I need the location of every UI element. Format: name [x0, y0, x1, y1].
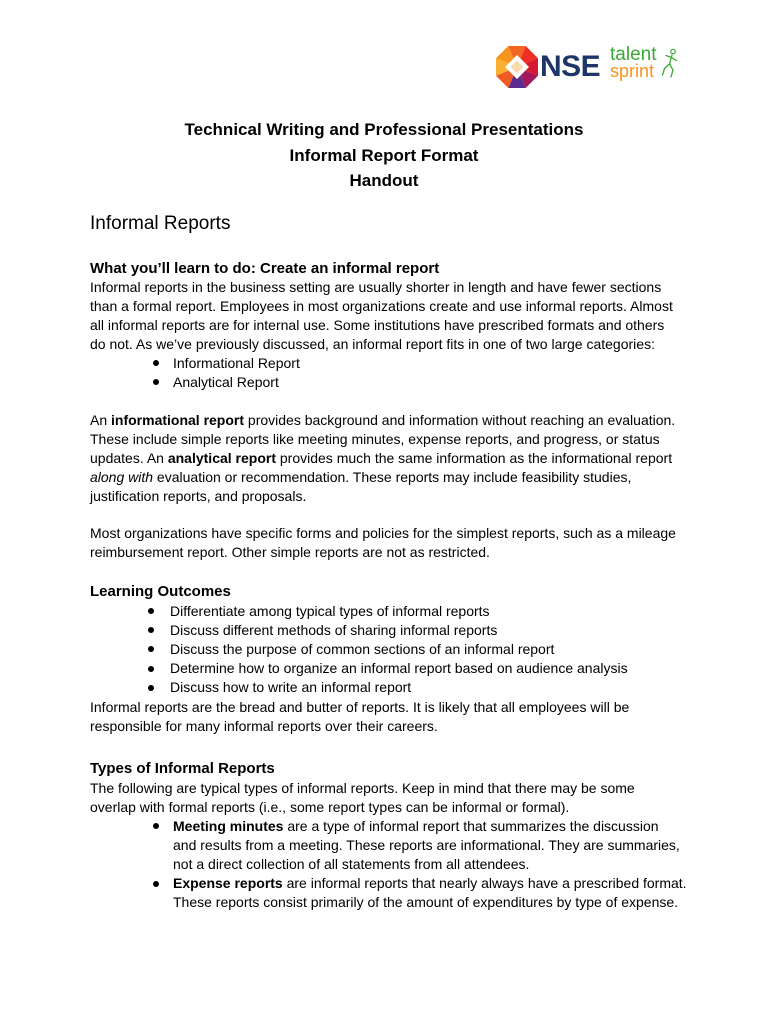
paragraph-line — [90, 449, 730, 468]
paragraph-line — [90, 411, 730, 430]
section-heading: Types of Informal Reports — [90, 760, 275, 778]
italic-phrase: along with — [90, 468, 154, 485]
bold-term: analytical report — [167, 449, 276, 466]
bullet — [148, 608, 154, 614]
bullet — [153, 881, 159, 887]
section-heading: Learning Outcomes — [90, 583, 231, 601]
bullet — [148, 646, 154, 652]
list-item-category — [90, 354, 730, 373]
text-run: provides background and information without reaching an evaluation. — [244, 411, 676, 428]
bold-term: informational report — [111, 411, 245, 428]
list-item-text: Discuss the purpose of common sections of an informal report — [170, 640, 555, 657]
list-item-outcome — [90, 640, 730, 659]
title-line-course: Technical Writing and Professional Presentations — [184, 120, 584, 139]
bullet — [153, 360, 159, 366]
bullet — [153, 379, 159, 385]
nse-talentsprint-logo — [0, 0, 768, 100]
types-section — [90, 759, 730, 912]
learning-outcomes-section — [90, 582, 730, 736]
logo-sprint-wordmark: sprint — [610, 61, 655, 81]
text-run: are informal reports that nearly always have a prescribed format. — [282, 875, 687, 892]
page-heading: Informal Reports — [90, 213, 231, 234]
text-run: are a type of informal report that summarizes the discussion — [283, 817, 659, 834]
text-run: provides much the same information as the informational report — [276, 449, 673, 466]
paragraph-line: than a formal report. Employees in most organizations create and use informal reports. Almost — [90, 297, 673, 314]
runner-icon — [661, 48, 679, 78]
nse-octagon-logo-icon — [496, 46, 538, 88]
bullet — [153, 823, 159, 829]
paragraph-line: Most organizations have specific forms and policies for the simplest reports, such as a mileage — [90, 524, 676, 541]
text-run: justification reports, and proposals. — [90, 487, 307, 504]
paragraph-line — [90, 487, 730, 506]
list-item-continuation: These reports consist primarily of the amount of expenditures by type of expense. — [173, 894, 679, 911]
definitions-paragraph — [90, 411, 730, 506]
bold-term: Expense reports — [173, 875, 283, 892]
list-item-continuation: not a direct collection of all statements from all attendees. — [173, 856, 530, 873]
list-item-text: Differentiate among typical types of informal reports — [170, 602, 490, 619]
list-item-text: Analytical Report — [173, 373, 279, 390]
text-run: An — [90, 411, 112, 428]
list-item-report-type — [90, 874, 730, 893]
forms-paragraph — [90, 524, 730, 562]
bullet — [148, 627, 154, 633]
learn-section — [90, 259, 730, 392]
paragraph-line: all informal reports are for internal use. Some institutions have prescribed formats and others — [90, 316, 665, 333]
list-item-text: Informational Report — [173, 354, 300, 371]
list-item-outcome — [90, 621, 730, 640]
paragraph-line: The following are typical types of informal reports. Keep in mind that there may be some — [90, 779, 635, 796]
bullet — [148, 666, 154, 672]
list-item-text: Discuss how to write an informal report — [170, 679, 412, 696]
bullet — [148, 685, 154, 691]
document-title — [0, 117, 768, 194]
list-item-outcome — [90, 602, 730, 621]
paragraph-line: reimbursement report. Other simple reports are not as restricted. — [90, 543, 490, 560]
list-item-continuation: and results from a meeting. These reports are informational. They are summaries, — [173, 836, 680, 853]
paragraph-line: Informal reports in the business setting are usually shorter in length and have fewer sections — [90, 278, 662, 295]
list-item-text: Determine how to organize an informal report based on audience analysis — [170, 660, 628, 677]
title-line-handout: Handout — [349, 171, 419, 190]
paragraph-line: overlap with formal reports (i.e., some report types can be informal or formal). — [90, 798, 570, 815]
logo-talent-wordmark: talent — [610, 44, 657, 65]
section-heading: What you’ll learn to do: Create an informal report — [90, 259, 440, 277]
paragraph-line: responsible for many informal reports over their careers. — [90, 717, 438, 734]
paragraph-line: do not. As we’ve previously discussed, an informal report fits in one of two large categories: — [90, 335, 655, 352]
bold-term: Meeting minutes — [173, 817, 284, 834]
text-run: evaluation or recommendation. These reports may include feasibility studies, — [153, 468, 632, 485]
text-run: updates. An — [90, 449, 168, 466]
list-item-category — [90, 373, 730, 392]
list-item-outcome — [90, 678, 730, 697]
paragraph-line — [90, 468, 730, 487]
list-item-report-type — [90, 817, 730, 836]
list-item-outcome — [90, 659, 730, 678]
paragraph-line: Informal reports are the bread and butter of reports. It is likely that all employees will be — [90, 698, 630, 715]
title-line-topic: Informal Report Format — [289, 145, 479, 165]
list-item-text: Discuss different methods of sharing informal reports — [170, 621, 498, 638]
paragraph-line — [90, 430, 730, 449]
text-run: These include simple reports like meeting minutes, expense reports, and progress, or status — [90, 430, 660, 447]
logo-nse-wordmark: NSE — [540, 50, 601, 83]
